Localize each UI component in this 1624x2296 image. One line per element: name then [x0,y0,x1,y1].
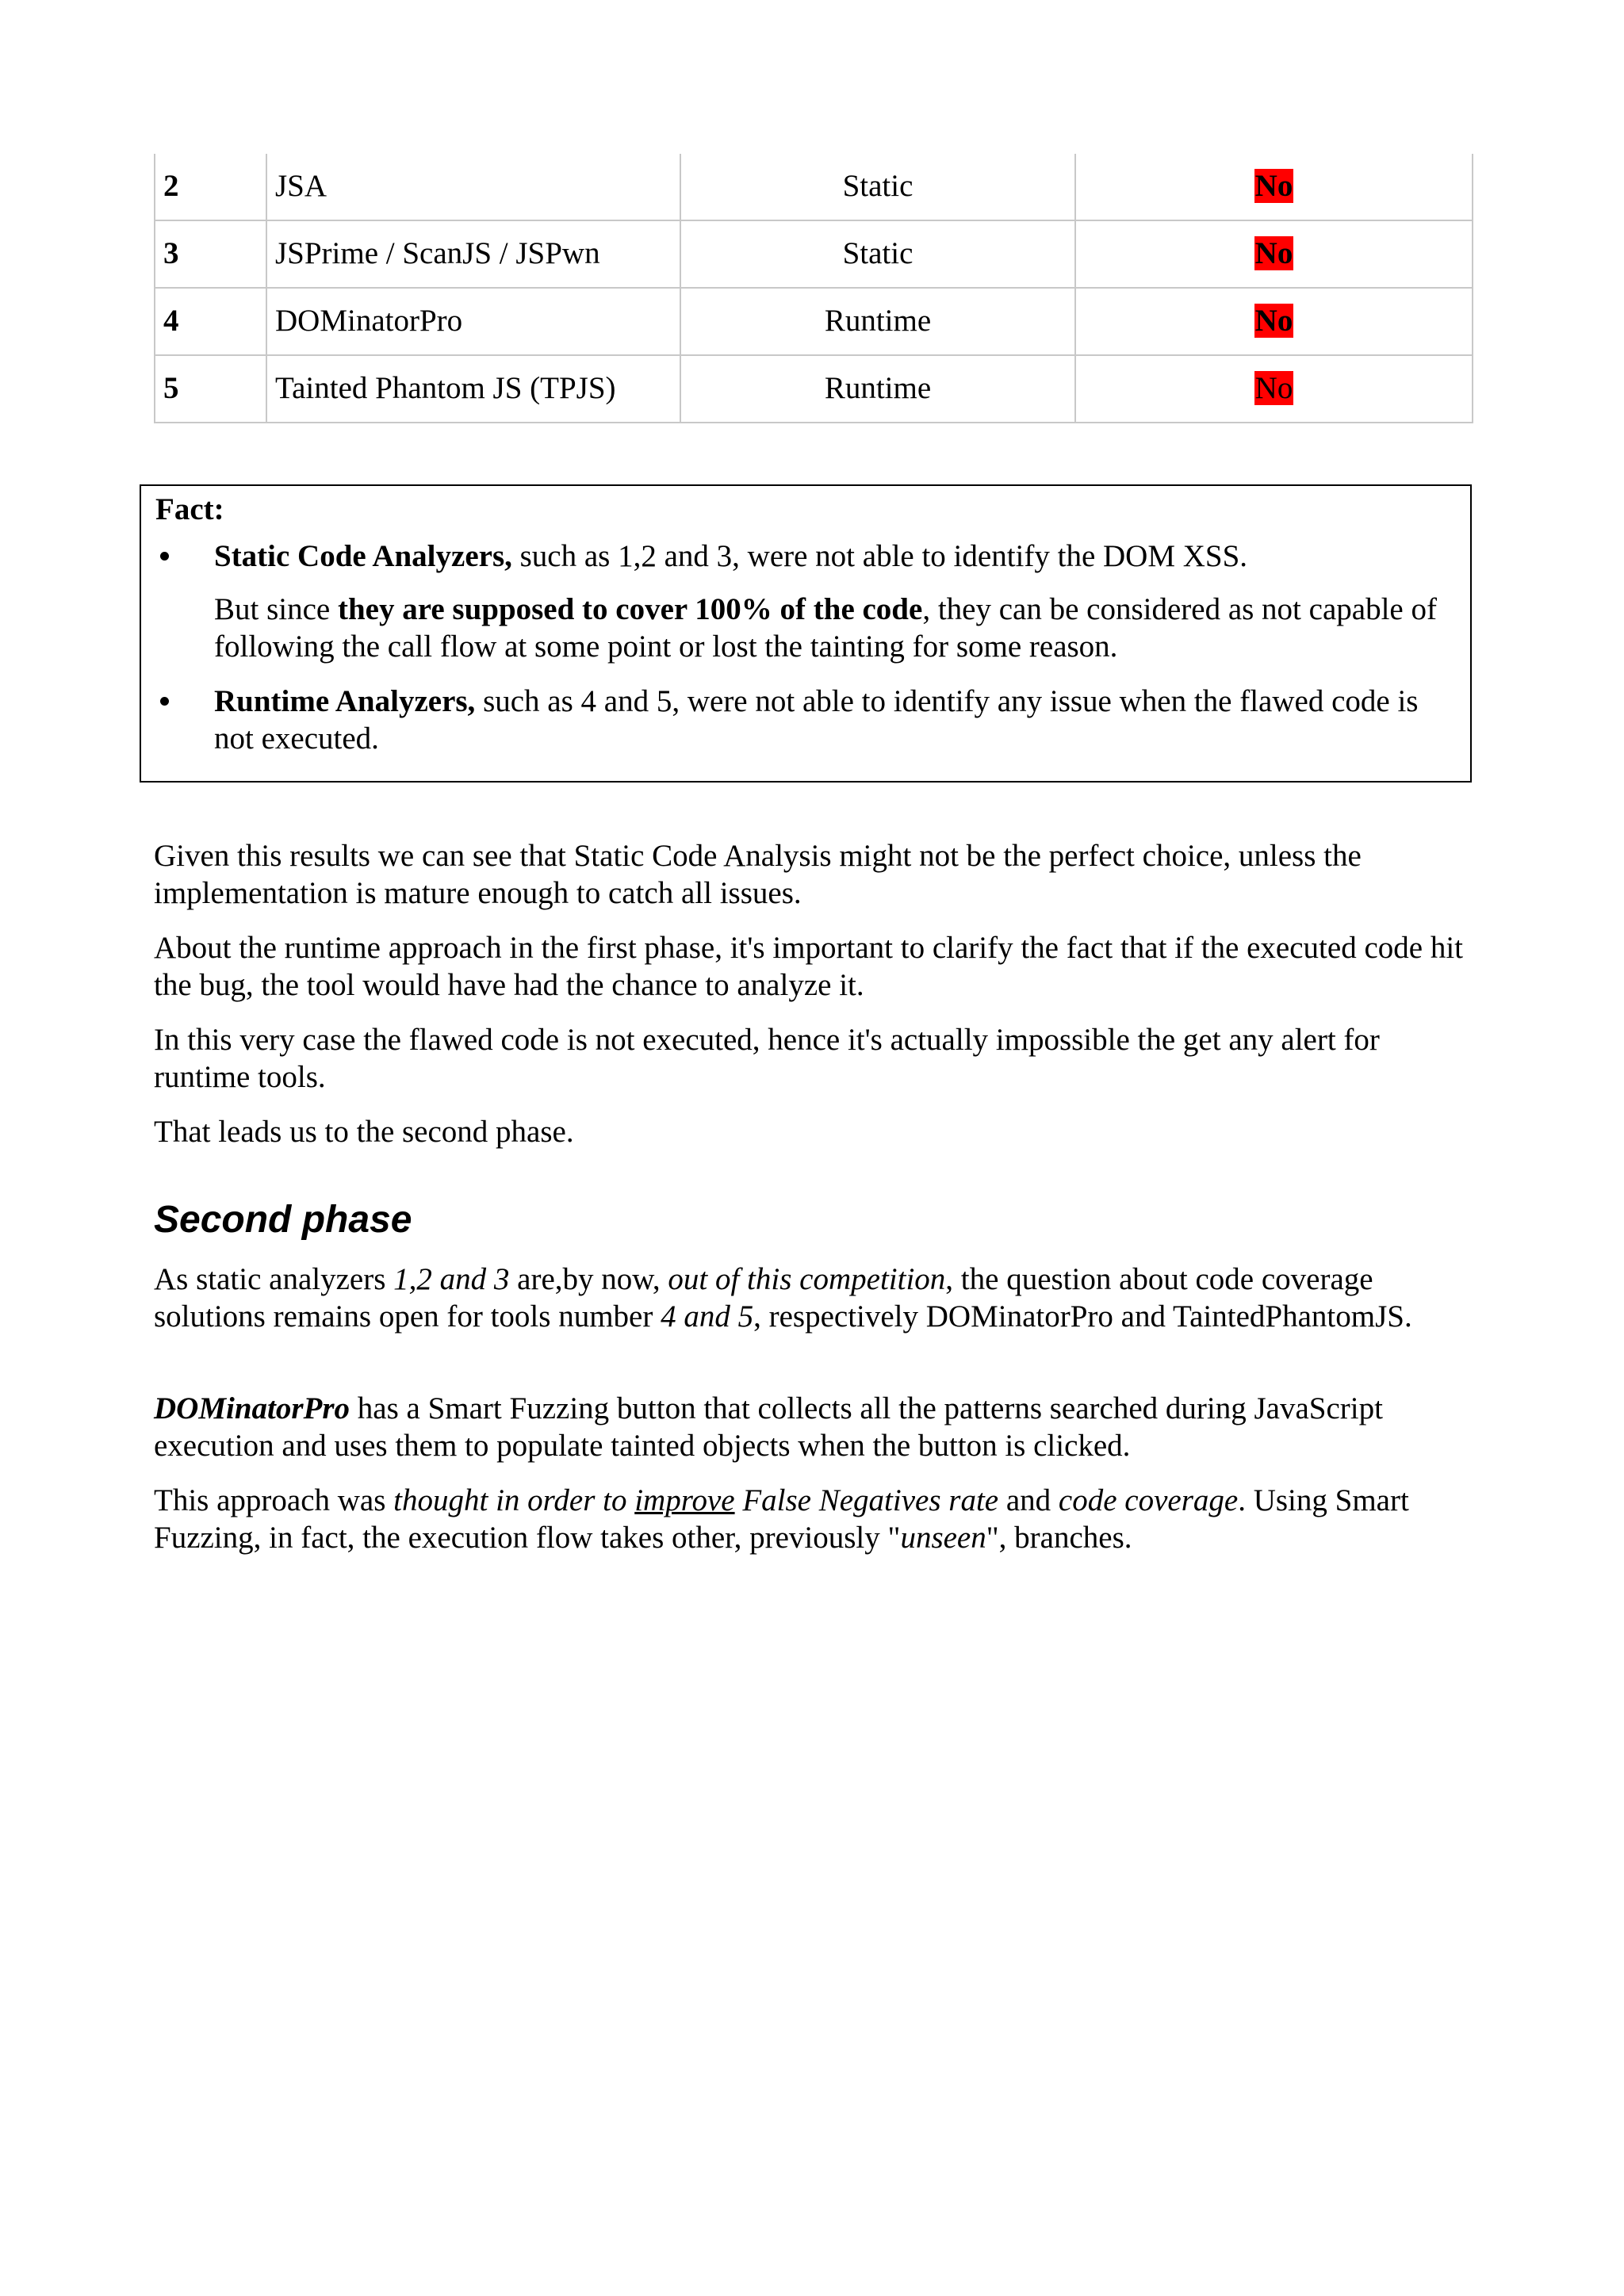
result-cell [1075,355,1473,423]
results-table [154,154,1473,423]
tool-name: DOMinatorPro [266,288,680,355]
paragraph-runtime-approach: About the runtime approach in the first phase, it's important to clarify the fact that if the executed code hit the bug, the tool would have had the chance to analyze it. [154,931,1463,1002]
fact-item1-continuation [155,591,1456,665]
fact-cont-bold: they are supposed to cover 100% of the code [337,592,923,626]
result-cell [1075,154,1473,220]
table-row [155,288,1473,355]
analysis-type: Runtime [680,288,1075,355]
analysis-type: Static [680,220,1075,288]
row-number: 5 [155,355,266,423]
table-row [155,154,1473,220]
table-row [155,220,1473,288]
result-cell [1075,220,1473,288]
paragraph-results: Given this results we can see that Static Code Analysis might not be the perfect choice, unless the implementation is mature enough to catch all issues. [154,839,1362,910]
result-no-badge: No [1254,304,1293,339]
analysis-type: Runtime [680,355,1075,423]
tool-name: JSA [266,154,680,220]
fact-item1-text: such as 1,2 and 3, were not able to identify the DOM XSS. [511,539,1248,573]
row-number: 4 [155,288,266,355]
analysis-type: Static [680,154,1075,220]
fact-title: Fact: [155,492,224,526]
table-row [155,355,1473,423]
paragraph-dominatorpro: DOMinatorPro has a Smart Fuzzing button that collects all the patterns searched during JavaScript execution and uses them to populate tainted objects when the button is clicked. [154,1391,1383,1463]
row-number: 3 [155,220,266,288]
fact-item1-lead: Static Code Analyzers, [214,539,512,573]
result-no-badge: No [1254,169,1293,204]
fact-cont-post: , they can be considered as not capable of following the call flow at some point or lost the tainting for some reason. [214,592,1437,664]
paragraph-flawed-code: In this very case the flawed code is not executed, hence it's actually impossible the get any alert for runtime tools. [154,1023,1380,1094]
fact-item-static [155,538,1456,575]
fact-item2-lead: Runtime Analyzers, [214,684,476,718]
tool-name: Tainted Phantom JS (TPJS) [266,355,680,423]
result-no-badge: No [1254,371,1293,406]
result-no-badge: No [1254,236,1293,271]
fact-box [140,484,1472,783]
paragraph-approach: This approach was thought in order to improve False Negatives rate and code coverage. Using Smart Fuzzing, in fact, the execution flow takes other, previously "unseen", branches. [154,1483,1409,1555]
paragraph-static-analyzers: As static analyzers 1,2 and 3 are,by now, out of this competition, the question about code coverage solutions remains open for tools number 4 and 5, respectively DOMinatorPro and TaintedPhantomJS. [154,1262,1412,1334]
fact-item2-text: such as 4 and 5, were not able to identify any issue when the flawed code is not executed. [214,684,1419,756]
section-heading-second-phase: Second phase [154,1199,412,1241]
fact-item-runtime [155,683,1456,757]
paragraph-second-phase-lead: That leads us to the second phase. [154,1115,574,1149]
row-number: 2 [155,154,266,220]
result-cell [1075,288,1473,355]
tool-name: JSPrime / ScanJS / JSPwn [266,220,680,288]
fact-cont-pre: But since [214,592,338,626]
